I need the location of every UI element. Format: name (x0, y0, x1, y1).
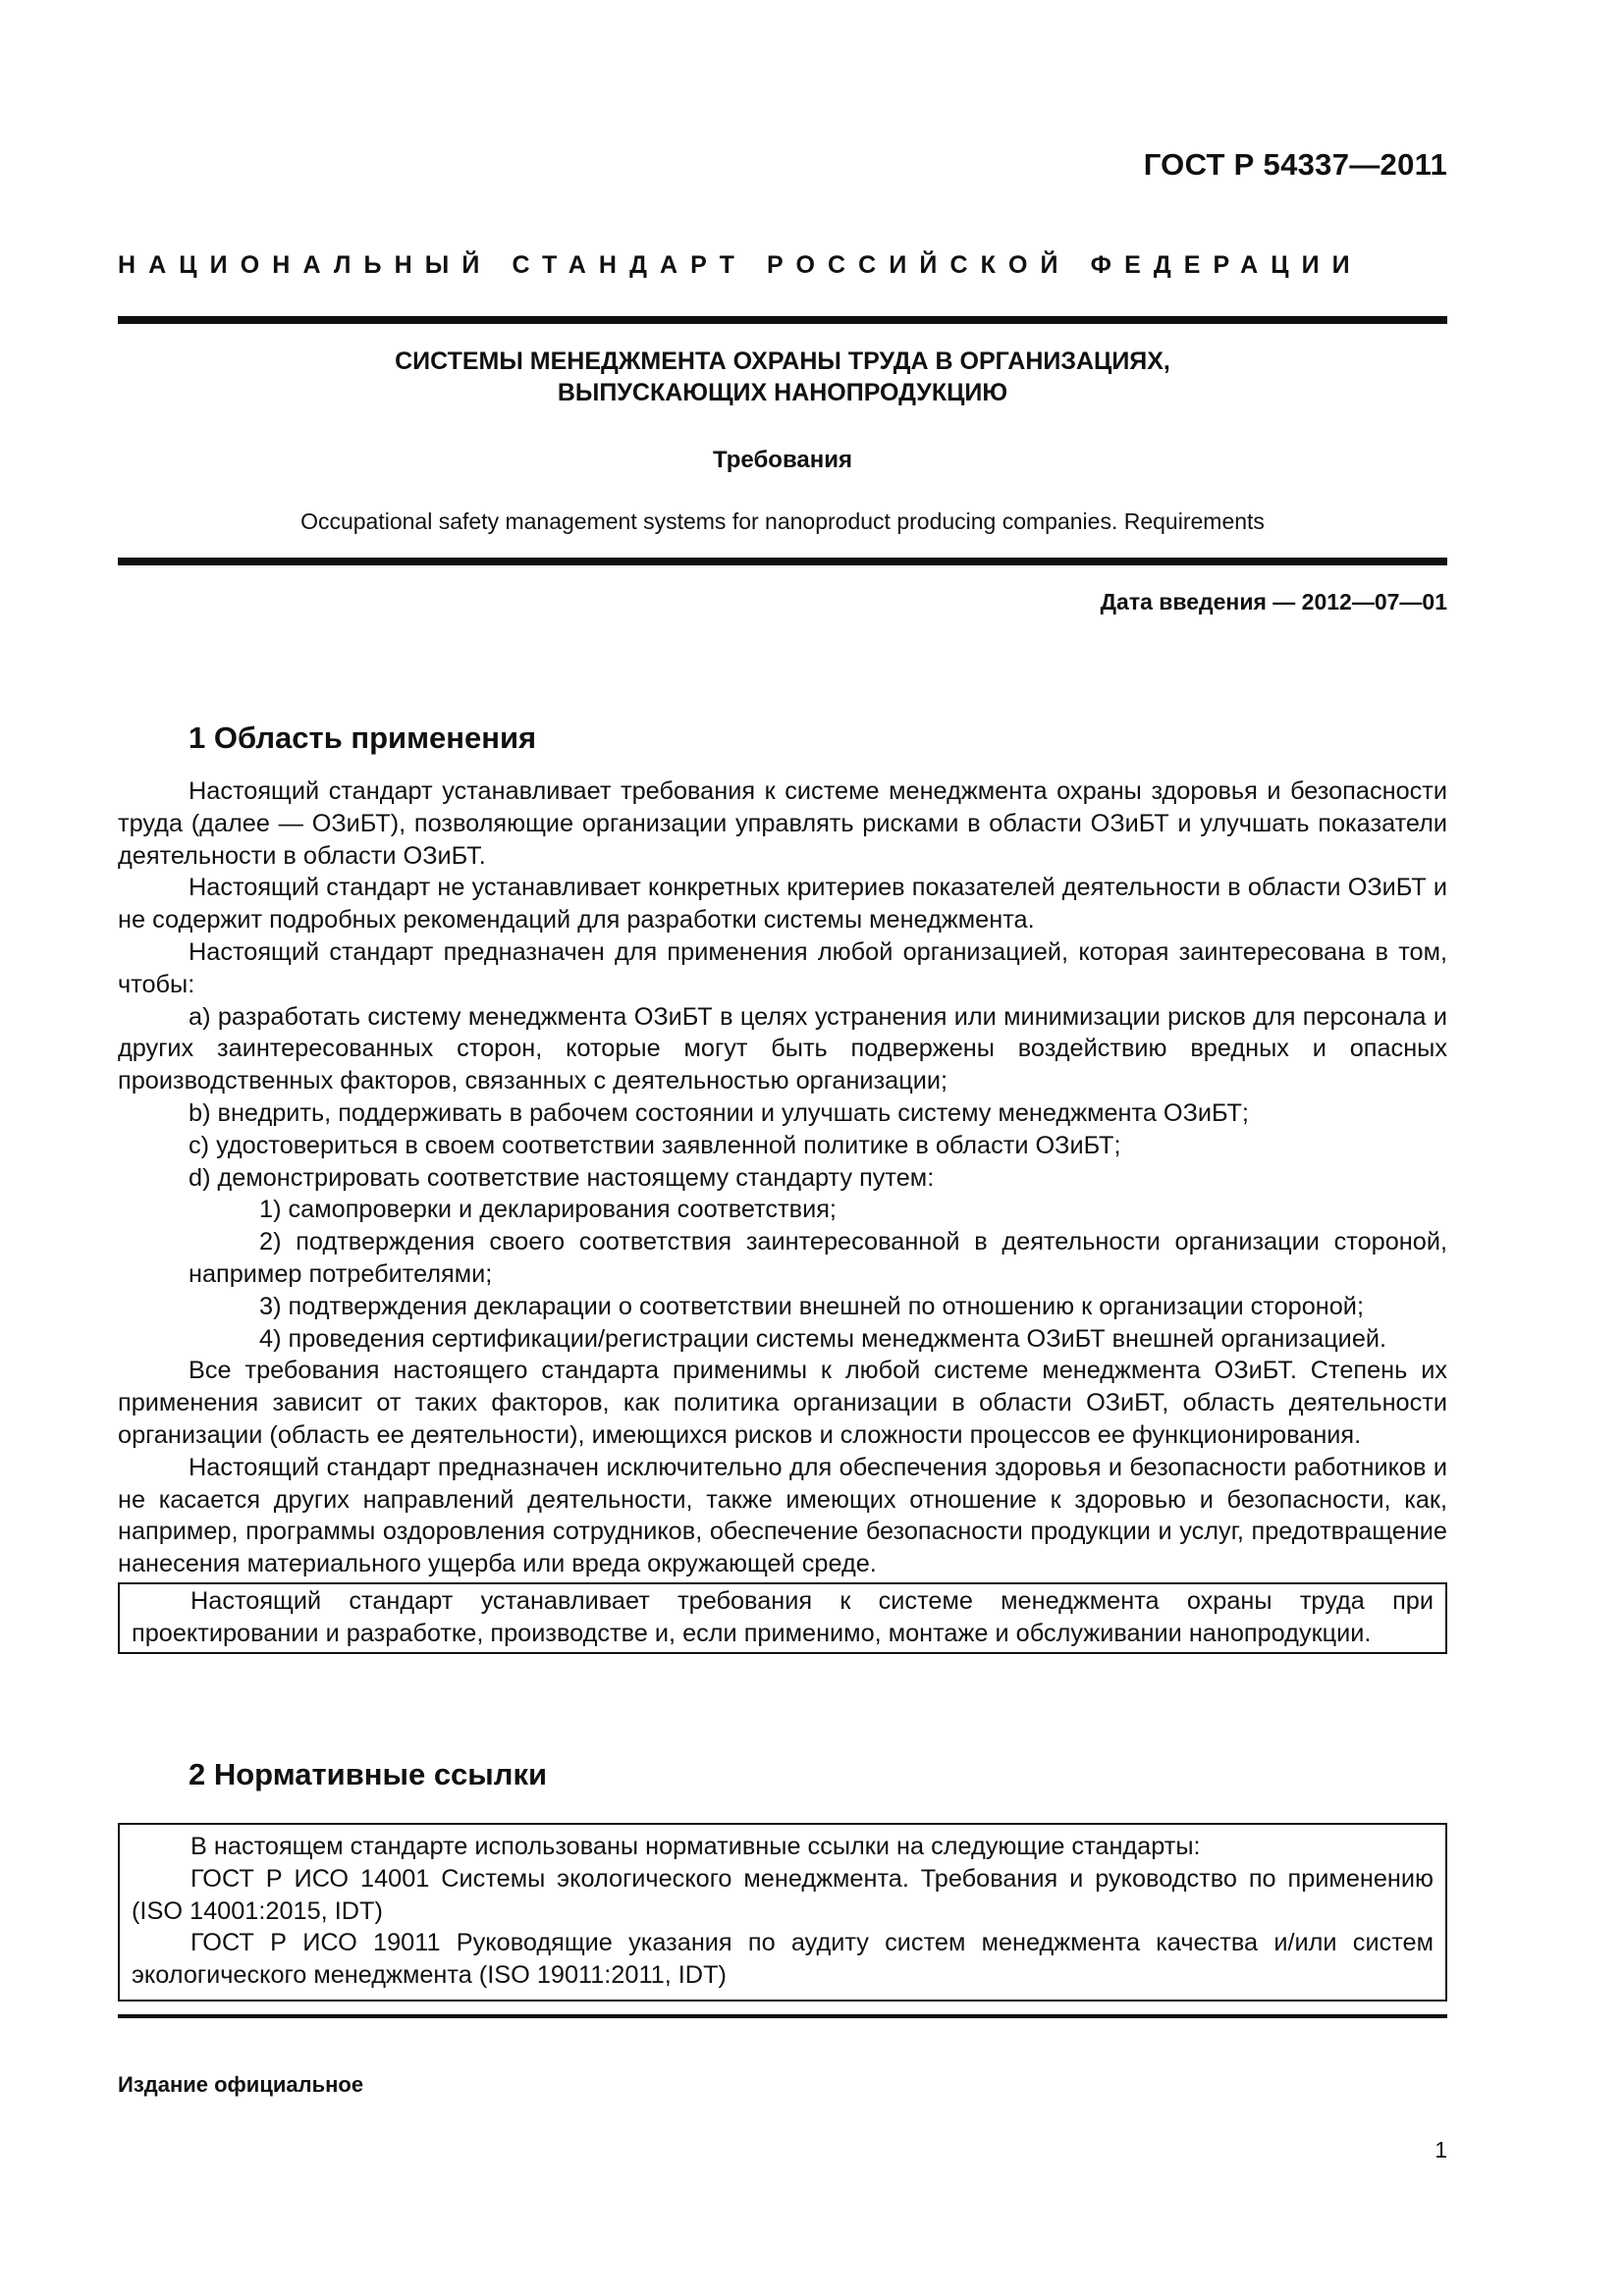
title-line-1: СИСТЕМЫ МЕНЕДЖМЕНТА ОХРАНЫ ТРУДА В ОРГАНИЗАЦИЯХ, (395, 347, 1170, 375)
document-title (118, 346, 1447, 408)
sub-list-item: 3) подтверждения декларации о соответствии внешней по отношению к организации стороной; (259, 1292, 1364, 1320)
header-rule (118, 316, 1447, 324)
page-number: 1 (1435, 2137, 1447, 2163)
english-title: Occupational safety management systems for nanoproduct producing companies. Requirements (300, 508, 1265, 534)
paragraph: В настоящем стандарте использованы нормативные ссылки на следующие стандарты: (190, 1833, 1201, 1860)
national-standard-banner: НАЦИОНАЛЬНЫЙ СТАНДАРТ РОССИЙСКОЙ ФЕДЕРАЦИИ (118, 251, 1363, 279)
title-rule (118, 558, 1447, 565)
section-2-heading: 2 Нормативные ссылки (189, 1757, 548, 1791)
paragraph: Настоящий стандарт предназначен исключительно для обеспечения здоровья и безопасности работников и не касается других направлений деятельности, также имеющих отношение к здоровью и безопасности, как, например, программы оздоровления сотрудников, обеспечение безопасности продукции и услуг, предотвращение нанесения материального ущерба или вреда окружающей среде. (118, 1453, 1447, 1578)
sub-list-item: 1) самопроверки и декларирования соответствия; (259, 1196, 837, 1224)
introduction-date: Дата введения — 2012—07—01 (1100, 589, 1447, 614)
normative-references-box (118, 1823, 1447, 2002)
title-line-2: ВЫПУСКАЮЩИХ НАНОПРОДУКЦИЮ (557, 379, 1008, 406)
list-item: a) разработать систему менеджмента ОЗиБТ в целях устранения или минимизации рисков для персонала и других заинтересованных сторон, которые могут быть подвержены воздействию вредных и опасных производственных факторов, связанных с деятельностью организации; (118, 1002, 1447, 1095)
paragraph: Настоящий стандарт предназначен для применения любой организацией, которая заинтересована в том, чтобы: (118, 937, 1447, 998)
list-item: c) удостовериться в своем соответствии заявленной политике в области ОЗиБТ; (189, 1131, 1121, 1159)
boxed-paragraph: Настоящий стандарт устанавливает требования к системе менеджмента охраны труда при проектировании и разработке, производстве и, если применимо, монтаже и обслуживании нанопродукции. (132, 1586, 1434, 1647)
sub-list-item: 2) подтверждения своего соответствия заинтересованной в деятельности организации стороной, например потребителями; (189, 1228, 1447, 1288)
section-1-body (118, 775, 1447, 1654)
paragraph: Настоящий стандарт не устанавливает конкретных критериев показателей деятельности в области ОЗиБТ и не содержит подробных рекомендаций для разработки системы менеджмента. (118, 874, 1447, 934)
list-item: d) демонстрировать соответствие настоящему стандарту путем: (189, 1163, 935, 1192)
section-1-heading: 1 Область применения (189, 721, 537, 755)
reference-item: ГОСТ Р ИСО 14001 Системы экологического менеджмента. Требования и руководство по применению (ISO 14001:2015, IDT) (132, 1864, 1434, 1925)
paragraph: Настоящий стандарт устанавливает требования к системе менеджмента охраны здоровья и безопасности труда (далее — ОЗиБТ), позволяющие организации управлять рисками в области ОЗиБТ и улучшать показатели деятельности в области ОЗиБТ. (118, 777, 1447, 870)
document-code: ГОСТ Р 54337—2011 (1143, 147, 1447, 182)
boxed-amendment (118, 1582, 1447, 1654)
document-subtitle: Требования (713, 447, 852, 473)
footer-rule (118, 2014, 1447, 2018)
list-item: b) внедрить, поддерживать в рабочем состоянии и улучшать систему менеджмента ОЗиБТ; (189, 1098, 1249, 1127)
official-edition-label: Издание официальное (118, 2072, 364, 2097)
reference-item: ГОСТ Р ИСО 19011 Руководящие указания по аудиту систем менеджмента качества и/или систем экологического менеджмента (ISO 19011:2011, IDT) (132, 1929, 1434, 1990)
sub-list-item: 4) проведения сертификации/регистрации системы менеджмента ОЗиБТ внешней организацией. (259, 1324, 1387, 1353)
paragraph: Все требования настоящего стандарта применимы к любой системе менеджмента ОЗиБТ. Степень их применения зависит от таких факторов, как политика организации в области ОЗиБТ, область деятельности организации (область ее деятельности), имеющихся рисков и сложности процессов ее функционирования. (118, 1357, 1447, 1449)
